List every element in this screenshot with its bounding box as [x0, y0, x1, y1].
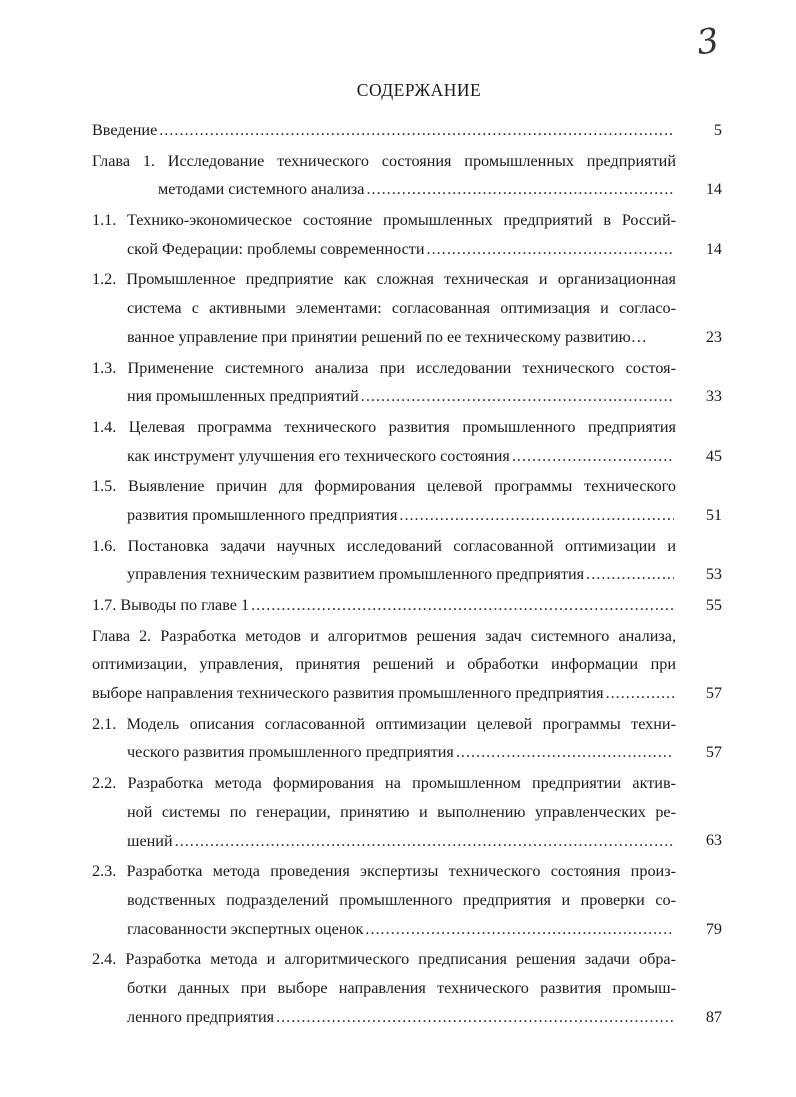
toc-entry-2-2[interactable]: [92, 769, 722, 855]
toc-leader: [175, 827, 674, 856]
toc-leader: [159, 116, 674, 145]
toc-leader: [366, 175, 674, 204]
toc-page-number: 45: [705, 446, 722, 465]
toc-entry-text: 1.3. Применение системного анализа при исследовании технического состоя-: [92, 358, 676, 377]
toc-entry-1-4[interactable]: [92, 413, 722, 470]
toc-page-number: 55: [705, 595, 722, 614]
toc-entry-text: ской Федерации: проблемы современности: [127, 239, 425, 258]
toc-leader: [456, 738, 674, 767]
table-of-contents: [92, 116, 722, 1031]
toc-entry-text: 1.2. Промышленное предприятие как сложная техническая и организационная: [92, 270, 676, 289]
toc-entry-text: ной системы по генерации, принятию и выполнению управленческих ре-: [127, 802, 676, 821]
toc-page-number: 14: [705, 180, 722, 199]
toc-page-number: 33: [705, 387, 722, 406]
toc-entry-text: управления техническим развитием промышленного предприятия: [127, 565, 585, 584]
toc-entry-text: ния промышленных предприятий: [127, 387, 359, 406]
toc-entry-text: ленного предприятия: [127, 1007, 275, 1026]
toc-entry-1-2[interactable]: [92, 265, 722, 351]
toc-entry-2-1[interactable]: [92, 710, 722, 767]
toc-entry-text: водственных подразделений промышленного предприятия и проверки со-: [127, 890, 676, 909]
toc-page-number: 87: [705, 1007, 722, 1026]
toc-leader: [586, 560, 674, 589]
toc-entry-text: 2.2. Разработка метода формирования на промышленном предприятии актив-: [92, 774, 676, 793]
toc-entry-text: методами системного анализа: [158, 180, 365, 199]
toc-entry-chapter-1[interactable]: [92, 147, 722, 204]
toc-entry-text: выборе направления технического развития промышленного предприятия: [92, 684, 604, 703]
toc-page-number: 5: [713, 120, 722, 139]
toc-entry-text: шений: [127, 831, 173, 850]
toc-leader: [361, 382, 674, 411]
toc-page-number: 53: [705, 565, 722, 584]
page-title: СОДЕРЖАНИЕ: [356, 80, 482, 100]
toc-entry-1-1[interactable]: [92, 206, 722, 263]
toc-page-number: 63: [705, 831, 722, 850]
toc-entry-text: система с активными элементами: согласованная оптимизация и согласо-: [127, 299, 676, 318]
toc-entry-chapter-2[interactable]: [92, 622, 722, 708]
toc-leader: [276, 1003, 674, 1032]
toc-leader: [399, 501, 674, 530]
toc-entry-text: 2.1. Модель описания согласованной оптимизации целевой программы техни-: [92, 714, 676, 733]
toc-leader: [427, 235, 674, 264]
toc-entry-text: развития промышленного предприятия: [127, 505, 398, 524]
toc-entry-text: 1.4. Целевая программа технического развития промышленного предприятия: [92, 417, 676, 436]
toc-page-number: 79: [705, 919, 722, 938]
toc-entry-text: Глава 2. Разработка методов и алгоритмов решения задач системного анализа,: [92, 626, 676, 645]
toc-page-number: 57: [705, 743, 722, 762]
toc-entry-text: гласованности экспертных оценок: [127, 919, 364, 938]
toc-entry-text: Введение: [92, 121, 158, 139]
toc-leader: [606, 679, 674, 708]
toc-entry-text: 1.5. Выявление причин для формирования целевой программы технического: [92, 477, 676, 496]
toc-leader: [251, 591, 674, 620]
page-number: 3: [694, 20, 722, 64]
toc-entry-text: ботки данных при выборе направления технического развития промыш-: [127, 978, 676, 997]
toc-page-number: 51: [705, 505, 722, 524]
toc-page-number: 57: [705, 684, 722, 703]
toc-entry-text: 1.7. Выводы по главе 1: [92, 596, 250, 614]
toc-entry-text: 1.6. Постановка задачи научных исследований согласованной оптимизации и: [92, 536, 676, 555]
toc-page-number: 14: [705, 239, 722, 258]
toc-leader: [512, 442, 674, 471]
toc-entry-introduction[interactable]: [92, 116, 722, 145]
toc-page-number: 23: [705, 327, 722, 346]
toc-entry-1-5[interactable]: [92, 472, 722, 529]
toc-entry-text: 2.4. Разработка метода и алгоритмического предписания решения задачи обра-: [92, 950, 676, 969]
toc-leader: [365, 915, 674, 944]
toc-entry-text: как инструмент улучшения его технического состояния: [127, 446, 510, 465]
toc-entry-2-4[interactable]: [92, 945, 722, 1031]
toc-entry-2-3[interactable]: [92, 857, 722, 943]
toc-entry-text: ванное управление при принятии решений по ее техническому развитию…: [127, 327, 647, 346]
toc-entry-1-3[interactable]: [92, 354, 722, 411]
toc-entry-text: Глава 1. Исследование технического состояния промышленных предприятий: [92, 151, 676, 170]
toc-entry-1-7[interactable]: [92, 591, 722, 620]
toc-entry-text: 2.3. Разработка метода проведения экспертизы технического состояния произ-: [92, 862, 676, 881]
toc-entry-text: оптимизации, управления, принятия решений и обработки информации при: [92, 655, 676, 674]
toc-entry-text: 1.1. Технико-экономическое состояние промышленных предприятий в Россий-: [92, 211, 676, 230]
toc-entry-1-6[interactable]: [92, 532, 722, 589]
toc-entry-text: ческого развития промышленного предприятия: [127, 743, 454, 762]
